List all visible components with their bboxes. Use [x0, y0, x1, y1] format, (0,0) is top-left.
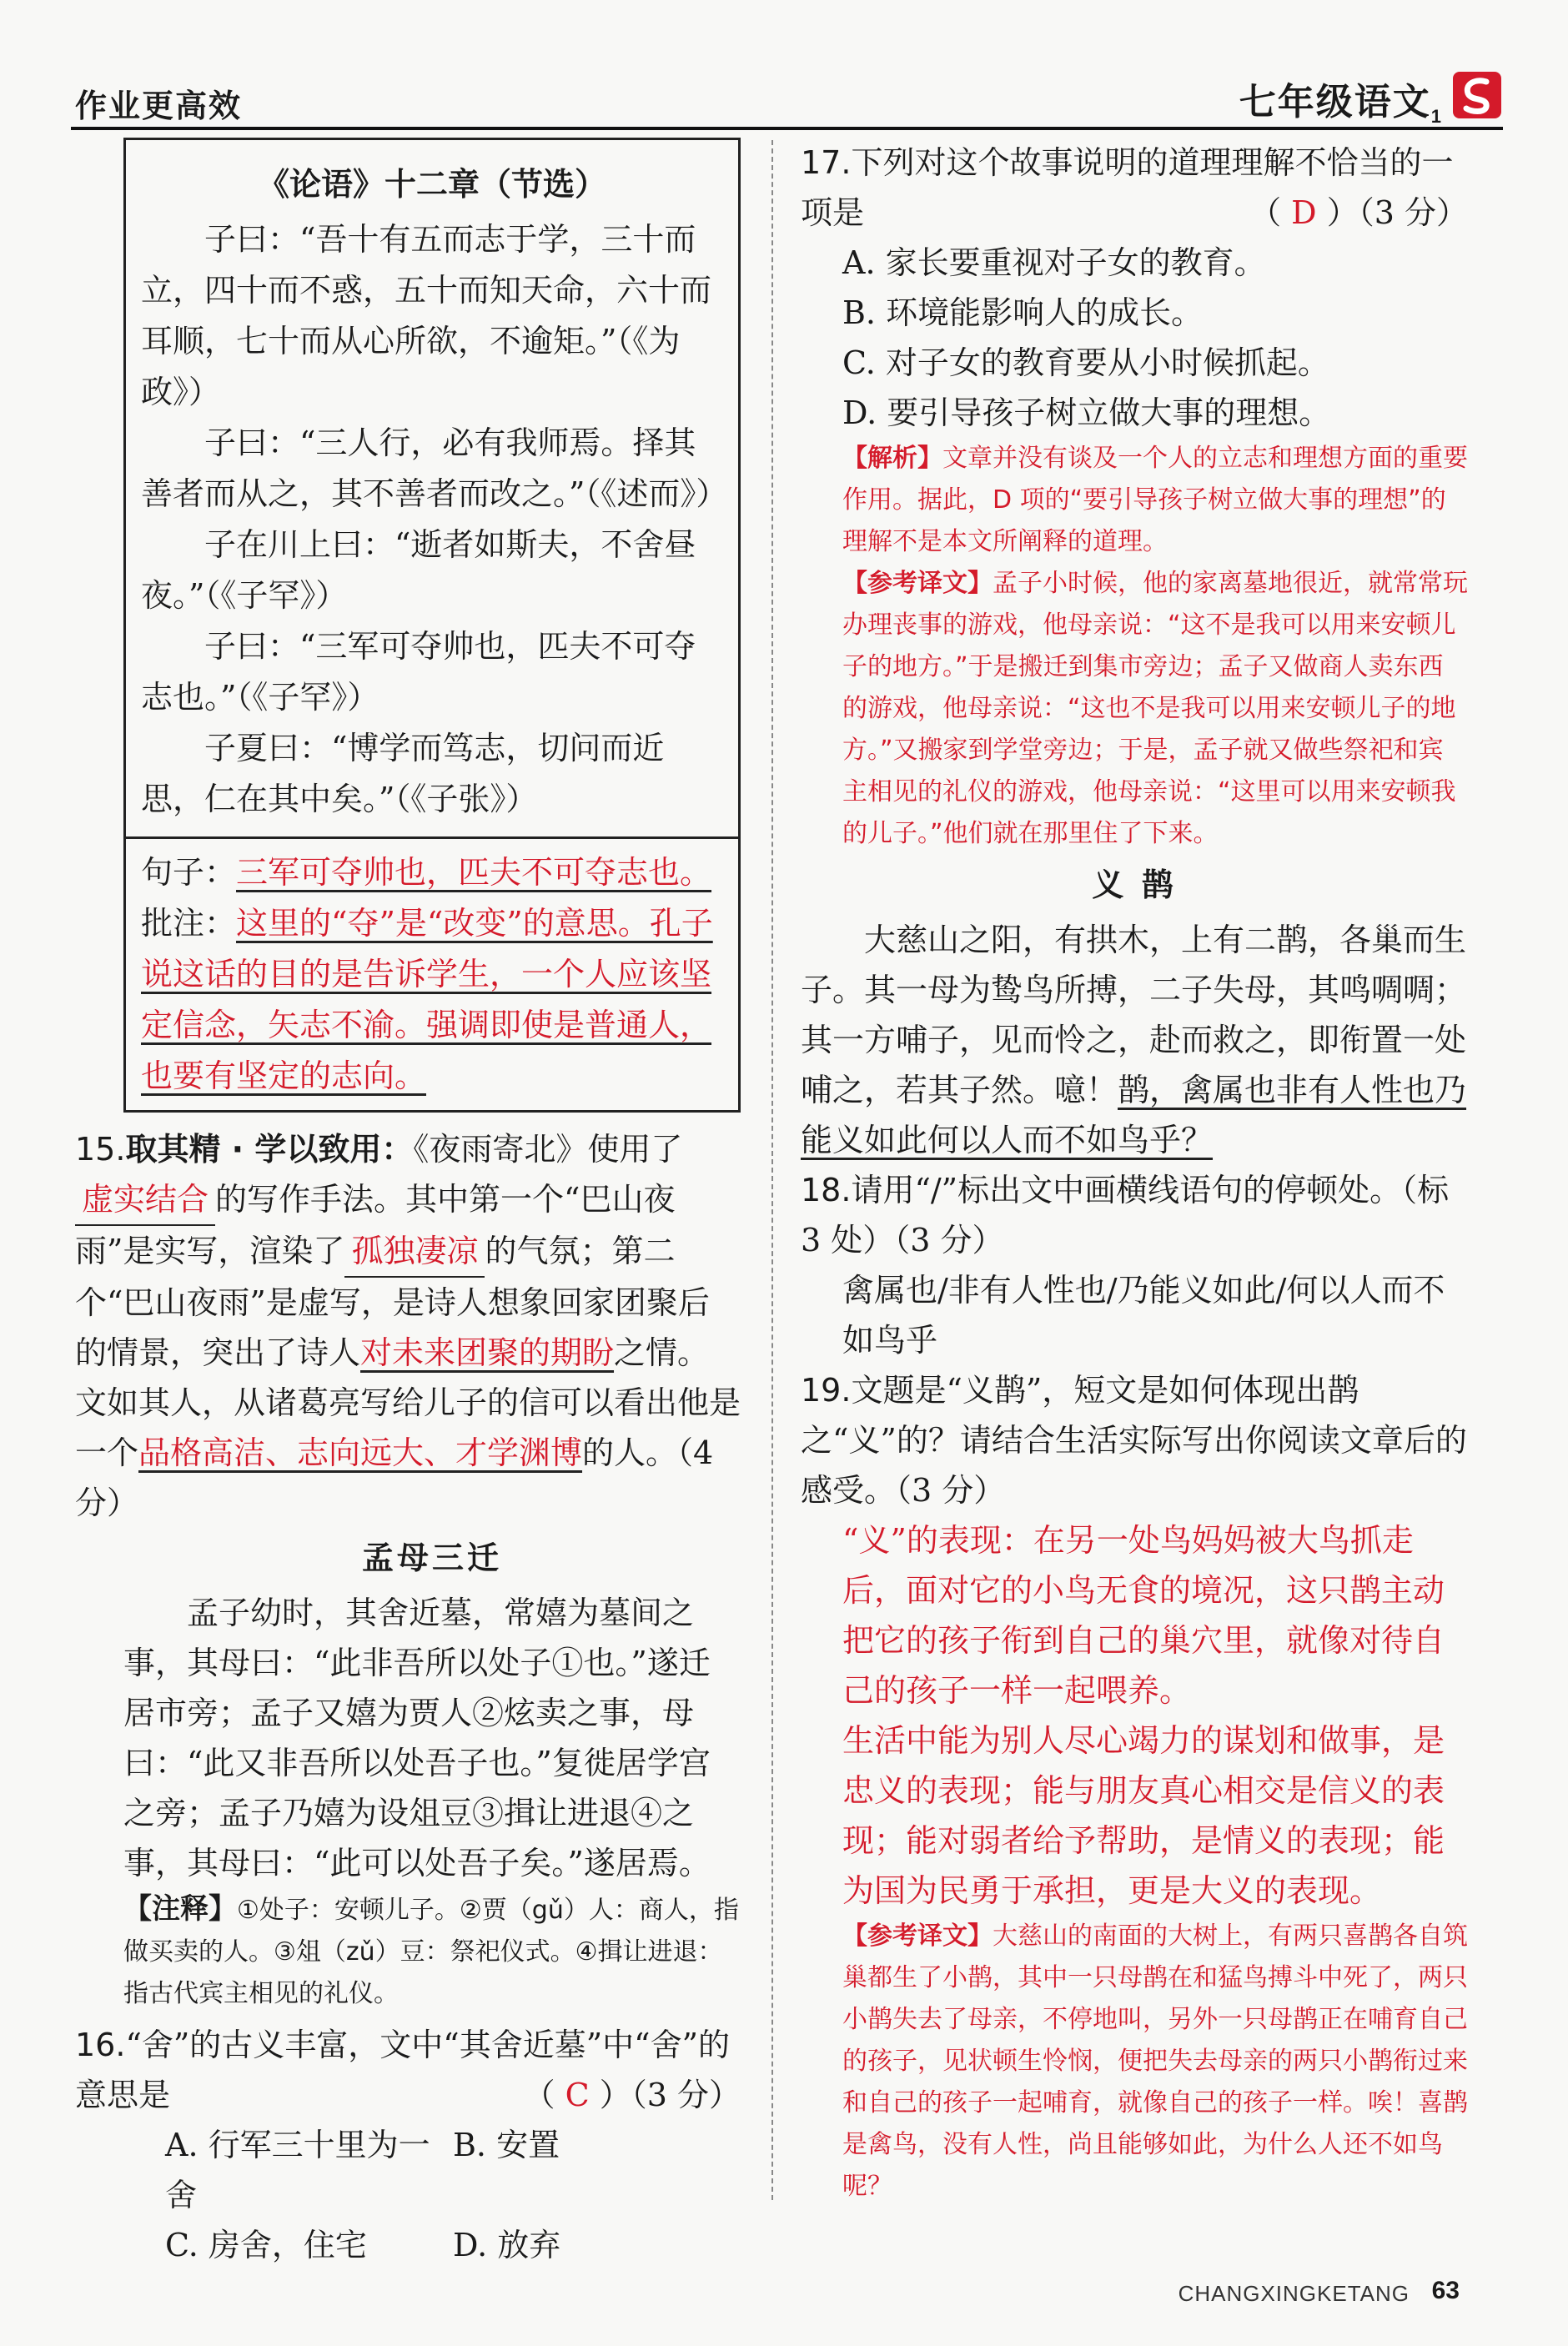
q19-answer-1: “义”的表现：在另一处鸟妈妈被大鸟抓走后，面对它的小鸟无食的境况，这只鹊主动把它的孩子衔到自己的巢穴里，就像对待自己的孩子一样一起喂养。 [842, 1522, 1445, 1709]
question-19 [801, 1365, 1468, 2208]
question-16: 16.“舍”的古义丰富，文中“其舍近墓”中“舍”的意思是 （ C ）（3 分） A. 行军三十里为一舍 B. 安置 C. 房舍，住宅 D. 放弃 [123, 2020, 741, 2270]
q16-options-row [123, 2220, 741, 2270]
mencius-title: 孟母三迁 [361, 1540, 502, 1576]
translation-text: 大慈山的南面的大树上，有两只喜鹊各自筑巢都生了小鹊，其中一只母鹊在和猛鸟搏斗中死了，两只小鹊失去了母亲，不停地叫，另外一只母鹊正在哺育自己的孩子，见状顿生怜悯，便把失去母亲的两只小鹊衔过来和自己的孩子一起哺育，就像自己的孩子一样。唉！喜鹊是禽鸟，没有人性，尚且能够如此，为什么人还不如鸟呢？ [842, 1922, 1468, 2201]
magpie-underlined: 鹊，禽属也非有人性也乃能义如此何以人而不如鸟乎？ [801, 1072, 1467, 1158]
q16-option: A. 行军三十里为一舍 [165, 2127, 430, 2213]
q15-answer-3: 对未来团聚的期盼 [360, 1334, 615, 1371]
translation-tag: 【参考译文】 [842, 569, 993, 598]
footer-brand: CHANGXINGKETANG [1178, 2281, 1410, 2306]
analects-para: 子在川上曰：“逝者如斯夫，不舍昼夜。”（《子罕》） [141, 526, 696, 614]
q17-score: （3 分） [1358, 194, 1468, 231]
header-right-title [1239, 72, 1443, 128]
q19-number: 19. [801, 1372, 852, 1409]
header-rule [71, 127, 1503, 130]
note-label: 批注： [141, 905, 237, 942]
q15-text: 的人。（4 分） [75, 1434, 714, 1521]
magpie-text [801, 915, 1468, 1165]
q15-text: 的写作手法。其中第一个“巴山夜雨”是实写，渲染了 [75, 1181, 676, 1269]
mencius-notes [123, 1888, 741, 2015]
q17-option: D. 要引导孩子树立做大事的理想。 [842, 394, 1331, 431]
sentence-row [141, 847, 723, 898]
annotation-box [123, 839, 741, 1113]
q16-stem: “舍”的古义丰富，文中“其舍近墓”中“舍”的意思是 [75, 2027, 730, 2113]
q15-text: 的气氛；第二个“巴山夜雨”是虚写，是诗人想象回家团聚后的情景，突出了诗人 [75, 1233, 710, 1371]
note-text: ①处子：安顿儿子。②贾（gǔ）人：商人，指做买卖的人。③俎（zǔ）豆：祭祀仪式。④揖让进退：指古代宾主相见的礼仪。 [123, 1896, 739, 2008]
q16-option: D. 放弃 [453, 2227, 561, 2263]
q15-text: 之情。文如其人，从诸葛亮写给儿子的信可以看出他是一个 [75, 1334, 741, 1471]
q17-option: A. 家长要重视对子女的教育。 [842, 244, 1266, 281]
analysis-tag: 【解析】 [842, 444, 942, 473]
analects-para: 子曰：“三人行，必有我师焉。择其善者而从之，其不善者而改之。”（《述而》） [141, 424, 728, 512]
translation-tag: 【参考译文】 [842, 1922, 993, 1951]
question-15 [75, 1124, 741, 1528]
q19-translation [801, 1916, 1468, 2208]
q16-option: B. 安置 [453, 2127, 560, 2163]
q16-score: （3 分） [631, 2077, 741, 2113]
cx-logo-icon [1451, 70, 1503, 120]
note-row [141, 898, 723, 1102]
column-divider [771, 140, 773, 2200]
grade-subject: 七年级语文 [1239, 82, 1431, 123]
analects-para: 子曰：“吾十有五而志于学，三十而立，四十而不惑，五十而知天命，六十而耳顺，七十而从心所欲，不逾矩。”（《为政》） [141, 221, 712, 410]
q17-option: C. 对子女的教育要从小时候抓起。 [842, 344, 1329, 381]
mencius-text: 孟子幼时，其舍近墓，常嬉为墓间之事，其母曰：“此非吾所以处子①也。”遂迁居市旁；孟子又嬉为贾人②炫卖之事，母曰：“此又非吾所以处吾子也。”复徙居学宫之旁；孟子乃嬉为设俎豆③揖让进退④之事，其母曰：“此可以处吾子矣。”遂居焉。 [123, 1595, 711, 1881]
analects-para: 子夏曰：“博学而笃志，切问而近思，仁在其中矣。”（《子张》） [141, 730, 665, 817]
analects-box [123, 138, 741, 839]
q18-answer: 禽属也/非有人性也/乃能义如此/何以人而不如鸟乎 [842, 1272, 1445, 1359]
q17-answer: D [1291, 194, 1317, 231]
translation-text: 孟子小时候，他的家离墓地很近，就常常玩办理丧事的游戏，他母亲说：“这不是我可以用来安顿儿子的地方。”于是搬迁到集市旁边；孟子又做商人卖东西的游戏，他母亲说：“这也不是我可以用来安顿儿子的地方。”又搬家到学堂旁边；于是，孟子就又做些祭祀和宾主相见的礼仪的游戏，他母亲说：“这里可以用来安顿我的儿子。”他们就在那里住了下来。 [842, 569, 1468, 848]
q16-option: C. 房舍，住宅 [165, 2227, 367, 2263]
q19-answer-2: 生活中能为别人尽心竭力的谋划和做事，是忠义的表现；能与朋友真心相交是信义的表现；能对弱者给予帮助，是情义的表现；能为国为民勇于承担，更是大义的表现。 [842, 1722, 1445, 1909]
q18-stem: 请用“/”标出文中画横线语句的停顿处。（标 3 处）（3 分） [801, 1172, 1450, 1258]
magpie-title: 义 鹊 [1092, 867, 1177, 903]
q18-number: 18. [801, 1172, 852, 1208]
question-17: 17.下列对这个故事说明的道理理解不恰当的一项是 （ D ）（3 分） A. 家长要重视对子女的教育。 B. 环境能影响人的成长。 C. 对子女的教育要从小时候抓起。 D. 要引导孩子树立做大事的理想。 【解析】文章并没有谈及一个人的立志和理想方面的重要作用。据此，D 项的“要引导孩子树立做大事的理想”的理解不是本文所阐释的道理。 【参考译文】孟子小时候，他的家离墓地很近，就常常玩办理丧事的游戏，他母亲说：“这不是我可以用来安顿儿子的地方。”于是搬迁到集市旁边；孟子又做商人卖东西的游戏，他母亲说：“这也不是我可以用来安顿儿子的地方。”又搬家到学堂旁边；于是，孟子就又做些祭祀和宾主相见的礼仪的游戏，他母亲说：“这里可以用来安顿我的儿子。”他们就在那里住了下来。 [801, 138, 1468, 855]
note-tag: 【注释】 [123, 1892, 237, 1926]
magpie-text-1: 大慈山之阳，有拱木，上有二鹊，各巢而生子。其一母为鸷鸟所搏，二子失母，其鸣啁啁；其一方哺子，见而怜之，赴而救之，即衔置一处哺之，若其子然。噫！ [801, 922, 1467, 1108]
q15-answer-2: 孤独凄凉 [344, 1226, 485, 1278]
q15-number: 15. [75, 1131, 126, 1168]
q15-label: 取其精 · 学以致用： [125, 1131, 414, 1168]
q15-text: 《夜雨寄北》使用了 [413, 1131, 683, 1168]
q15-answer-4: 品格高洁、志向远大、才学渊博 [138, 1434, 583, 1471]
sentence-label: 句子： [141, 854, 237, 891]
q16-number: 16. [75, 2027, 126, 2063]
right-column [801, 138, 1468, 2208]
note-answer: 这里的“夺”是“改变”的意思。孔子说这话的目的是告诉学生，一个人应该坚定信念，矢志不渝。强调即使是普通人，也要有坚定的志向。 [141, 905, 713, 1094]
q17-number: 17. [801, 144, 852, 181]
q17-option: B. 环境能影响人的成长。 [842, 294, 1204, 331]
analects-para: 子曰：“三军可夺帅也，匹夫不可夺志也。”（《子罕》） [141, 628, 696, 716]
sentence-answer: 三军可夺帅也，匹夫不可夺志也。 [236, 854, 712, 891]
question-18 [801, 1165, 1468, 1365]
q15-answer-1: 虚实结合 [75, 1174, 215, 1226]
volume-subscript: 1 [1430, 105, 1443, 127]
q17-analysis [801, 438, 1468, 563]
q17-stem: 下列对这个故事说明的道理理解不恰当的一项是 [801, 144, 1454, 231]
q19-stem: 文题是“义鹊”，短文是如何体现出鹊之“义”的？请结合生活实际写出你阅读文章后的感受。（3 分） [801, 1372, 1467, 1509]
q16-answer: C [565, 2077, 590, 2113]
left-column [75, 138, 741, 2270]
analects-title: 《论语》十二章（节选） [257, 165, 606, 203]
q17-translation [801, 563, 1468, 855]
page-number: 63 [1431, 2277, 1460, 2304]
analysis-text: 文章并没有谈及一个人的立志和理想方面的重要作用。据此，D 项的“要引导孩子树立做大事的理想”的理解不是本文所阐释的道理。 [842, 444, 1468, 556]
header-left-title: 作业更高效 [75, 89, 243, 124]
q16-options-row [123, 2120, 741, 2220]
